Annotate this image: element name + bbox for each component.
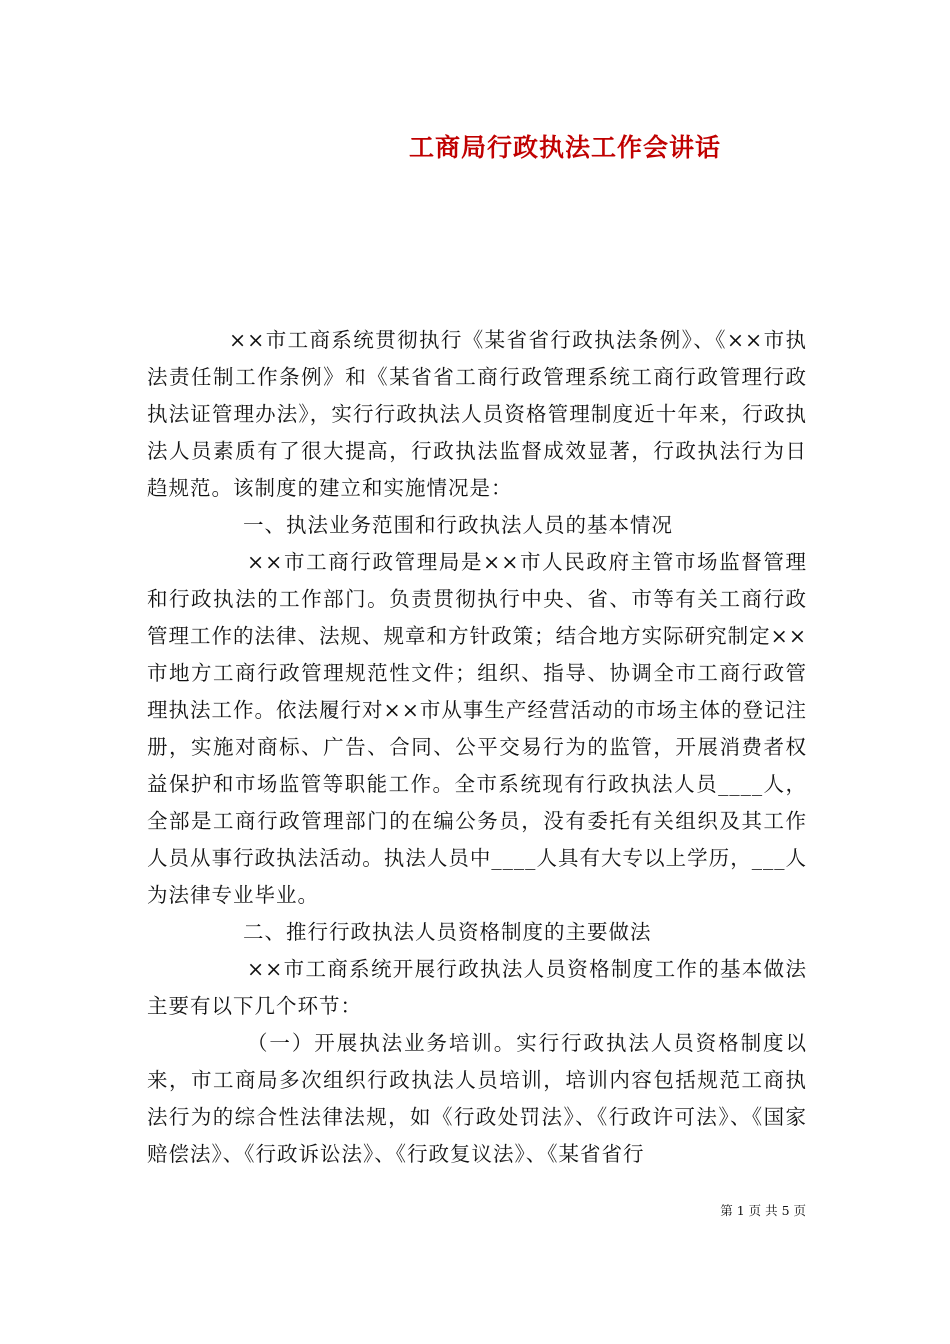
section-heading-1: 一、执法业务范围和行政执法人员的基本情况	[243, 513, 673, 537]
document-body	[147, 322, 807, 1173]
paragraph-subsection-1: （一）开展执法业务培训。实行行政执法人员资格制度以来，市工商局多次组织行政执法人员培训，培训内容包括规范工商执法行为的综合性法律法规，如《行政处罚法》、《行政许可法》、《国家赔偿法》、《行政诉讼法》、《行政复议法》、《某省省行	[147, 1031, 807, 1166]
paragraph-section-1: ××市工商行政管理局是××市人民政府主管市场监督管理和行政执法的工作部门。负责贯彻执行中央、省、市等有关工商行政管理工作的法律、法规、规章和方针政策；结合地方实际研究制定××市地方工商行政管理规范性文件；组织、指导、协调全市工商行政管理执法工作。依法履行对××市从事生产经营活动的市场主体的登记注册，实施对商标、广告、合同、公平交易行为的监管，开展消费者权益保护和市场监管等职能工作。全市系统现有行政执法人员____人，全部是工商行政管理部门的在编公务员，没有委托有关组织及其工作人员从事行政执法活动。执法人员中____人具有大专以上学历，___人为法律专业毕业。	[147, 550, 807, 907]
paragraph-intro: ××市工商系统贯彻执行《某省省行政执法条例》、《××市执法责任制工作条例》和《某省省工商行政管理系统工商行政管理行政执法证管理办法》，实行行政执法人员资格管理制度近十年来，行政执法人员素质有了很大提高，行政执法监督成效显著，行政执法行为日趋规范。该制度的建立和实施情况是：	[147, 328, 807, 500]
page-footer	[0, 1201, 806, 1219]
section-heading-2: 二、推行行政执法人员资格制度的主要做法	[243, 920, 652, 944]
document-title: 工商局行政执法工作会讲话	[408, 133, 721, 162]
page-number: 第 1 页 共 5 页	[720, 1203, 806, 1218]
paragraph-section-2-intro: ××市工商系统开展行政执法人员资格制度工作的基本做法主要有以下几个环节：	[147, 957, 807, 1018]
